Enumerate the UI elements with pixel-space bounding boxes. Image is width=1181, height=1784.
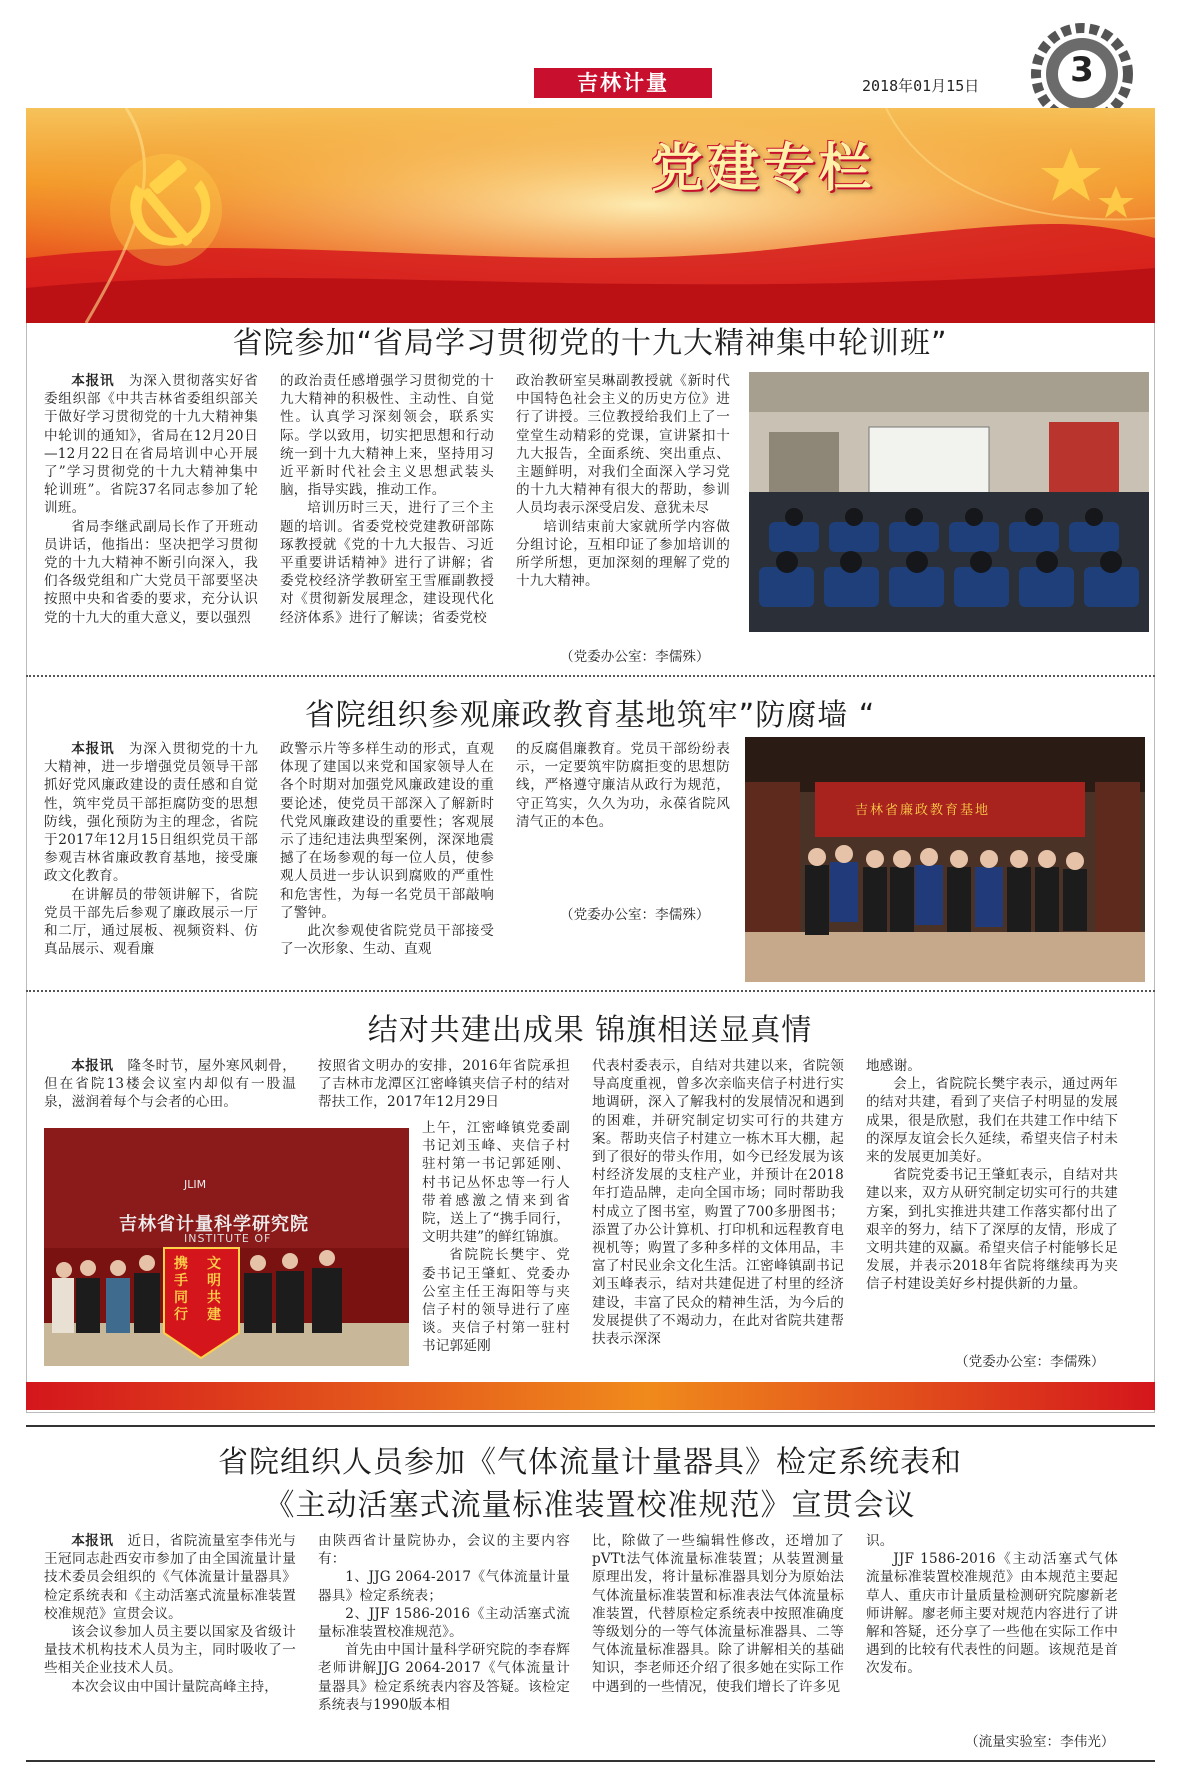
article2-paragraph: 为深入贯彻党的十九大精神，进一步增强党员领导干部抓好党风廉政建设的责任感和自觉性，筑牢党员干部拒腐防变的思想防线，强化预防为主的理念，省院于2017年12月15日组织党员干部参观吉林省廉政教育基地，接受廉政文化教育。 xyxy=(44,741,258,885)
article4-paragraph: 近日，省院流量室李伟光与王冠同志赴西安市参加了由全国流量计量技术委员会组织的《气体流量计量器具》检定系统表和《主动活塞式流量标准装置校准规范》宣贯会议。 xyxy=(44,1533,296,1622)
article4-paragraph: 首先由中国计量科学研究院的李春辉老师讲解JJG 2064-2017《气体流量计量器具》检定系统表内容及答疑。该检定系统表与1990版本相 xyxy=(318,1642,570,1713)
article3-paragraph: 隆冬时节，屋外寒风刺骨，但在省院13楼会议室内却似有一股温泉，滋润着每个与会者的心田。 xyxy=(44,1058,296,1111)
article1-paragraph: 政治教研室吴琳副教授就《新时代中国特色社会主义的历史方位》进行了讲授。三位教授给我们上了一堂堂生动精彩的党课，宣讲紧扣十九大报告，全面系统、突出重点、主题鲜明，对我们全面深入学习党的十九大精神有很大的帮助，参训人员均表示深受启发、意犹未尽 xyxy=(516,373,730,517)
article1-signature: （党委办公室：李儒殊） xyxy=(560,649,710,665)
article3-paragraph: 按照省文明办的安排，2016年省院承担了吉林市龙潭区江密峰镇夹信子村的结对帮扶工作，2017年12月29日 xyxy=(318,1058,570,1111)
article3-lead: 本报讯 xyxy=(71,1058,114,1074)
article1-photo-training-hall xyxy=(749,372,1149,632)
paper-name: 吉林计量 xyxy=(577,71,669,95)
party-column-banner xyxy=(26,108,1155,323)
article1-headline: 省院参加“省局学习贯彻党的十九大精神集中轮训班” xyxy=(232,326,948,361)
photo-banner-text: 吉林省廉政教育基地 xyxy=(855,803,991,818)
article1-col3 xyxy=(516,372,730,590)
article1-col2 xyxy=(280,372,494,627)
article1-lead: 本报讯 xyxy=(71,373,115,389)
article1-paragraph: 培训结束前大家就所学内容做分组讨论，互相印证了参加培训的所学所想，更加深刻的理解了党的十九大精神。 xyxy=(516,518,730,590)
section-rule xyxy=(26,1425,1155,1427)
article3-paragraph: 省院党委书记王肇虹表示，自结对共建以来，双方从研究制定切实可行的共建方案，到扎实推进共建工作落实都付出了艰辛的努力，结下了深厚的友情，形成了文明共建的双赢。希望夹信子村能够长足发展，并表示2018年省院将继续再为夹信子村建设美好乡村提供新的力量。 xyxy=(866,1167,1118,1293)
article4-paragraph: 由陕西省计量院协办，会议的主要内容有： xyxy=(318,1533,570,1568)
page-bottom-rule xyxy=(26,1760,1155,1762)
article2-paragraph: 政警示片等多样生动的形式，直观体现了建国以来党和国家领导人在各个时期对加强党风廉政建设的重要论述，使党员干部深入了解新时代党风廉政建设的重要性；客观展示了违纪违法典型案例，深深地震撼了在场参观的每一位人员，使参观人员进一步认识到腐败的严重性和危害性，为每一名党员干部敲响了警钟。 xyxy=(280,741,494,921)
article4-paragraph: 识。 xyxy=(866,1533,894,1549)
article1-paragraph: 为深入贯彻落实好省委组织部《中共吉林省委组织部关于做好学习贯彻党的十九大精神集中轮训的通知》，省局在12月20日—12月22日在省局培训中心开展了”学习贯彻党的十九大精神集中轮训班”。省院37名同志参加了轮训班。 xyxy=(44,373,258,517)
article3-headline: 结对共建出成果 锦旗相送显真情 xyxy=(367,1013,813,1048)
article4-col1 xyxy=(44,1532,296,1696)
article4-lead: 本报讯 xyxy=(71,1533,114,1549)
article3-paragraph: 地感谢。 xyxy=(866,1058,922,1074)
article3-col2-top xyxy=(318,1057,570,1112)
article3-paragraph: 上午，江密峰镇党委副书记刘玉峰、夹信子村驻村第一书记郭延刚、村书记丛怀忠等一行人带着感激之情来到省院，送上了“携手同行，文明共建”的鲜红锦旗。 xyxy=(422,1120,570,1246)
section-divider xyxy=(26,675,1155,677)
photo-wall-en: INSTITUTE OF xyxy=(184,1232,272,1245)
page-number: 3 xyxy=(1070,50,1094,90)
banner-title: 党建专栏 xyxy=(651,139,876,199)
article1-col1 xyxy=(44,372,258,627)
article3-col2-rest xyxy=(422,1119,570,1356)
article3-col1-top xyxy=(44,1057,296,1112)
article3-photo-pennant xyxy=(44,1128,409,1366)
photo-wall-text: 吉林省计量科学研究院 xyxy=(119,1214,309,1235)
article2-lead: 本报讯 xyxy=(71,741,115,757)
article4-paragraph: 本次会议由中国计量院高峰主持， xyxy=(71,1678,279,1695)
pennant-text-right: 文明共建 xyxy=(207,1256,221,1323)
article2-photo-education-base xyxy=(745,737,1145,982)
article4-paragraph: 该会议参加人员主要以国家及省级计量技术机构技术人员为主，同时吸收了一些相关企业技术人员。 xyxy=(44,1624,296,1677)
issue-date: 2018年01月15日 xyxy=(862,77,980,95)
article2-paragraph: 此次参观使省院党员干部接受了一次形象、生动、直观 xyxy=(280,923,494,958)
article3-paragraph: 省院院长樊宇、党委书记王肇虹、党委办公室主任王海阳等与夹信子村的领导进行了座谈。夹信子村第一驻村书记郭延刚 xyxy=(422,1247,570,1355)
article3-col4 xyxy=(866,1057,1118,1294)
article4-headline-line2: 《主动活塞式流量标准装置校准规范》宣贯会议 xyxy=(264,1488,916,1523)
article4-col4 xyxy=(866,1532,1118,1678)
hammer-sickle-icon xyxy=(106,150,226,270)
article2-col2 xyxy=(280,740,494,958)
article4-paragraph: 2、JJF 1586-2016《主动活塞式流量标准装置校准规范》。 xyxy=(318,1605,570,1641)
article4-paragraph: JJF 1586-2016《主动活塞式气体流量标准装置校准规范》由本规范主要起草人、重庆市计量质量检测研究院廖新老师讲解。廖老师主要对规范内容进行了讲解和答疑，还分享了一些他在实际工作中遇到的比较有代表性的问题。该规范是首次发布。 xyxy=(866,1551,1118,1677)
article1-paragraph: 省局李继武副局长作了开班动员讲话，他指出：坚决把学习贯彻党的十九大精神不断引向深入，我们各级党组和广大党员干部要坚决按照中央和省委的要求，充分认识党的十九大的重大意义，要以强烈 xyxy=(44,518,258,626)
article4-paragraph: 比，除做了一些编辑性修改，还增加了pVTt法气体流量标准装置；从装置测量原理出发，将计量标准器具划分为原始法气体流量标准装置和标准表法气体流量标准装置，代替原检定系统表中按照准确度等级划分的一等气体流量标准器具、二等气体流量标准器具。除了讲解相关的基础知识，李老师还介绍了很多她在实际工作中遇到的一些情况，使我们增长了许多见 xyxy=(592,1533,844,1695)
photo-logo: JLIM xyxy=(184,1178,207,1191)
article3-paragraph: 会上，省院院长樊宇表示，通过两年的结对共建，看到了夹信子村明显的发展成果，很是欣慰，我们在共建工作中结下的深厚友谊会长久延续，希望夹信子村未来的发展更加美好。 xyxy=(866,1076,1118,1166)
article2-paragraph: 在讲解员的带领讲解下，省院党员干部先后参观了廉政展示一厅和二厅，通过展板、视频资料、仿真品展示、观看廉 xyxy=(44,886,258,958)
article1-paragraph: 的政治责任感增强学习贯彻党的十九大精神的积极性、主动性、自觉性。认真学习深刻领会，联系实际。学以致用，切实把思想和行动统一到十九大精神上来，坚持用习近平新时代社会主义思想武装头脑，指导实践，推动工作。 xyxy=(280,373,494,499)
article2-col3 xyxy=(516,740,730,831)
article4-col2 xyxy=(318,1532,570,1714)
article4-headline-line1: 省院组织人员参加《气体流量计量器具》检定系统表和 xyxy=(218,1445,962,1480)
article2-paragraph: 的反腐倡廉教育。党员干部纷纷表示，一定要筑牢防腐拒变的思想防线，严格遵守廉洁从政行为规范，守正笃实，久久为功，永葆省院风清气正的本色。 xyxy=(516,741,730,830)
party-section-bottom-band xyxy=(26,1382,1155,1410)
article3-paragraph: 代表村委表示，自结对共建以来，省院领导高度重视，曾多次亲临夹信子村进行实地调研，深入了解我村的发展情况和遇到的困难，并研究制定切实可行的共建方案。帮助夹信子村建立一栋木耳大棚，起到了很好的带头作用，如今已经发展为该村经济发展的支柱产业，并预计在2018年打造品牌，走向全国市场；同时帮助我村成立了图书室，购置了700多册图书；添置了办公计算机、打印机和远程教育电视机等；购置了多种多样的文体用品，丰富了村民业余文化生活。江密峰镇副书记刘玉峰表示，结对共建促进了村里的经济建设，丰富了民众的精神生活，为今后的发展提供了不竭动力，在此对省院共建帮扶表示深深 xyxy=(592,1058,844,1348)
article4-col3 xyxy=(592,1532,844,1696)
article2-signature: （党委办公室：李儒殊） xyxy=(560,907,710,923)
masthead xyxy=(0,0,1181,100)
article3-col3 xyxy=(592,1057,844,1348)
article4-signature: （流量实验室：李伟光） xyxy=(965,1734,1115,1750)
article1-paragraph: 培训历时三天，进行了三个主题的培训。省委党校党建教研部陈琢教授就《党的十九大报告、习近平重要讲话精神》进行了讲解；省委党校经济学教研室王雪雁副教授对《贯彻新发展理念，建设现代化经济体系》进行了解读；省委党校 xyxy=(280,500,494,626)
paper-name-block xyxy=(534,68,712,98)
article3-signature: （党委办公室：李儒殊） xyxy=(955,1354,1105,1370)
article4-paragraph: 1、JJG 2064-2017《气体流量计量器具》检定系统表； xyxy=(318,1569,570,1604)
article2-headline: 省院组织参观廉政教育基地筑牢”防腐墙 “ xyxy=(304,698,876,733)
section-divider xyxy=(26,990,1155,992)
article2-col1 xyxy=(44,740,258,958)
pennant-text-left: 携手同行 xyxy=(174,1256,188,1323)
